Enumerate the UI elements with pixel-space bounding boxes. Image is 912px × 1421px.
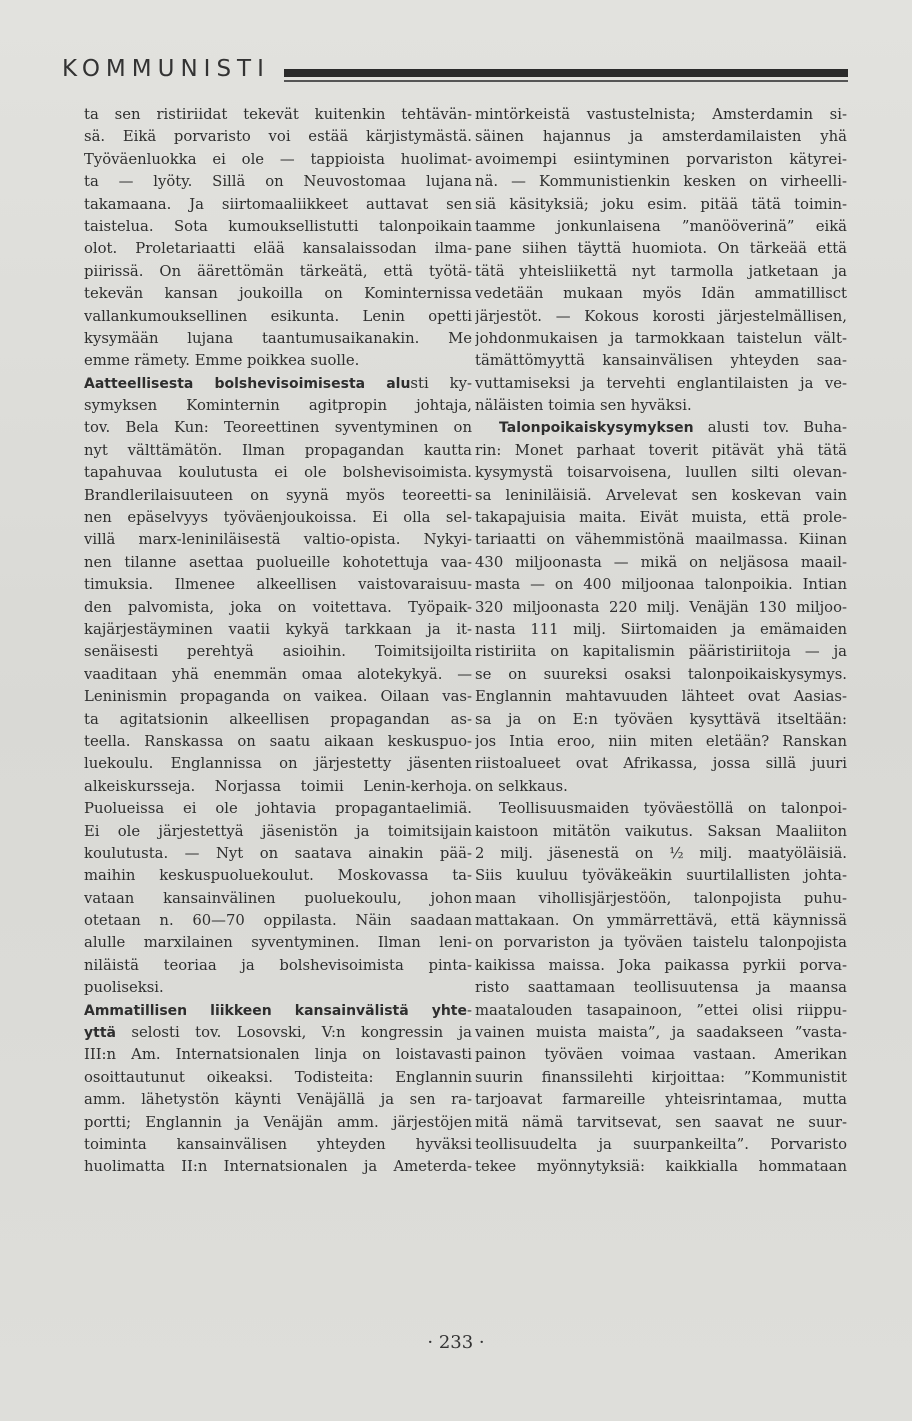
text-line: villä marx-leniniläisestä valtio-opista. Nykyi- bbox=[84, 531, 472, 549]
text-line: kaistoon mitätön vaikutus. Saksan Maaliiton bbox=[475, 822, 847, 840]
text-line: nyt välttämätön. Ilman propagandan kautta bbox=[84, 441, 472, 459]
text-line: Brandlerilaisuuteen on syynä myös teoreetti- bbox=[84, 486, 472, 504]
text-line: olot. Proletariaatti elää kansalaissodan ilma- bbox=[84, 240, 472, 258]
text-line: rin: Monet parhaat toverit pitävät yhä tätä bbox=[475, 441, 847, 459]
text-line: mitä nämä tarvitsevat, sen saavat ne suur- bbox=[475, 1113, 847, 1131]
text-line: sa ja on E:n työväen kysyttävä itseltään: bbox=[475, 710, 847, 728]
journal-title: KOMMUNISTI bbox=[62, 56, 270, 82]
text-line: puoliseksi. bbox=[84, 979, 164, 997]
text-line: 2 milj. jäsenestä on ½ milj. maatyöläisiä. bbox=[475, 844, 847, 862]
text-line: tekee myönnytyksiä: kaikkialla hommataan bbox=[475, 1158, 847, 1176]
text-line: sä. Eikä porvaristo voi estää kärjistymästä. bbox=[84, 128, 472, 146]
text-line: tapahuvaa koulutusta ei ole bolshevisoimista. bbox=[84, 464, 472, 482]
page-number: · 233 · bbox=[427, 1332, 485, 1353]
left-text-column bbox=[84, 104, 472, 1179]
section-heading: yttä bbox=[84, 1025, 116, 1042]
text-line: piirissä. On äärettömän tärkeätä, että työtä- bbox=[84, 262, 472, 280]
section-heading: Aatteellisesta bolshevisoimisesta alu bbox=[84, 375, 411, 392]
text-line: portti; Englannin ja Venäjän amm. järjestöjen bbox=[84, 1113, 472, 1131]
text-line: kysymään lujana taantumusaikanakin. Me bbox=[84, 329, 472, 347]
text-line: siä käsityksiä; joku esim. pitää tätä toimin- bbox=[475, 195, 847, 213]
text-line: takapajuisia maita. Eivät muista, että prole- bbox=[475, 509, 847, 527]
text-line: tätä yhteisliikettä nyt tarmolla jatketaan ja bbox=[475, 262, 847, 280]
right-text-column bbox=[475, 104, 847, 1179]
text-line: mintörkeistä vastustelnista; Amsterdamin si- bbox=[475, 106, 847, 123]
text-line: säinen hajannus ja amsterdamilaisten yhä bbox=[475, 128, 847, 146]
section-heading: Talonpoikaiskysymyksen bbox=[499, 420, 708, 437]
text-line: Teollisuusmaiden työväestöllä on talonpoi- bbox=[499, 800, 847, 818]
text-line: taistelua. Sota kumouksellistutti talonpoikain bbox=[84, 217, 472, 235]
text-line: timuksia. Ilmenee alkeellisen vaistovaraisuu- bbox=[84, 576, 472, 594]
text-line: vallankumouksellinen esikunta. Lenin opetti bbox=[84, 307, 472, 325]
text-line: jos Intia eroo, niin miten eletään? Ranskan bbox=[475, 732, 847, 750]
text-line: painon työväen voimaa vastaan. Amerikan bbox=[475, 1046, 847, 1064]
text-line: Puolueissa ei ole johtavia propagantaelimiä. bbox=[84, 800, 472, 818]
text-line: Englannin mahtavuuden lähteet ovat Aasias- bbox=[475, 688, 847, 706]
text-line: on selkkaus. bbox=[475, 777, 568, 795]
header-rule-thick bbox=[284, 69, 848, 77]
text-line: koulutusta. — Nyt on saatava ainakin pää- bbox=[84, 844, 472, 862]
header-rule-thin bbox=[284, 80, 848, 82]
text-line: 320 miljoonasta 220 milj. Venäjän 130 miljoo- bbox=[475, 598, 847, 616]
text-line: vedetään mukaan myös Idän ammatillisct bbox=[475, 285, 847, 303]
text-line: tov. Bela Kun: Teoreettinen syventyminen on bbox=[84, 419, 472, 437]
text-line: ta agitatsionin alkeellisen propagandan as- bbox=[84, 710, 472, 728]
text-line: teollisuudelta ja suurpankeilta”. Porvaristo bbox=[475, 1135, 847, 1153]
text-line: kajärjestäyminen vaatii kykyä tarkkaan ja it- bbox=[84, 620, 472, 638]
text-line: on porvariston ja työväen taistelu talonpojista bbox=[475, 934, 847, 952]
text-line: Talonpoikaiskysymyksen alusti tov. Buha- bbox=[499, 419, 847, 437]
text-line: yttä selosti tov. Losovski, V:n kongressin ja bbox=[84, 1024, 472, 1042]
text-line: nasta 111 milj. Siirtomaiden ja emämaiden bbox=[475, 620, 847, 638]
text-line: nen tilanne asettaa puolueille kohotettuja vaa- bbox=[84, 553, 472, 571]
text-line: huolimatta II:n Internatsionalen ja Ameterda- bbox=[84, 1158, 472, 1176]
text-line: tekevän kansan joukoilla on Kominternissa bbox=[84, 285, 472, 303]
text-line: takamaana. Ja siirtomaaliikkeet auttavat sen bbox=[84, 195, 472, 213]
text-line: osoittautunut oikeaksi. Todisteita: Englannin bbox=[84, 1068, 472, 1086]
page-header bbox=[62, 52, 848, 88]
text-line: nen epäselvyys työväenjoukoissa. Ei olla sel- bbox=[84, 509, 472, 527]
text-line: teella. Ranskassa on saatu aikaan keskuspuo- bbox=[84, 732, 472, 750]
text-line: 430 miljoonasta — mikä on neljäsosa maail- bbox=[475, 553, 847, 571]
text-line: Leninismin propaganda on vaikea. Oilaan vas- bbox=[84, 688, 472, 706]
text-line: den palvomista, joka on voitettava. Työpaik- bbox=[84, 598, 472, 616]
text-line: ta — lyöty. Sillä on Neuvostomaa lujana bbox=[84, 173, 472, 191]
text-line: johdonmukaisen ja tarmokkaan taistelun vält- bbox=[475, 329, 847, 347]
text-line: sa leniniläisiä. Arvelevat sen koskevan vain bbox=[475, 486, 847, 504]
text-line: otetaan n. 60—70 oppilasta. Näin saadaan bbox=[84, 912, 472, 930]
text-line: tämättömyyttä kansainvälisen yhteyden saa- bbox=[475, 352, 847, 370]
text-line: emme rämety. Emme poikkea suolle. bbox=[84, 352, 360, 370]
text-line: vataan kansainvälinen puoluekoulu, johon bbox=[84, 889, 472, 907]
section-heading: Ammatillisen liikkeen kansainvälistä yhte bbox=[84, 1002, 467, 1019]
text-line: suurin finanssilehti kirjoittaa: ”Kommunistit bbox=[475, 1068, 847, 1086]
text-line: Ammatillisen liikkeen kansainvälistä yhte- bbox=[84, 1001, 472, 1019]
text-line: luekoulu. Englannissa on järjestetty jäsenten bbox=[84, 755, 472, 773]
text-line: Ei ole järjestettyä jäsenistön ja toimitsijain bbox=[84, 822, 472, 840]
text-line: tarjoavat farmareille yhteisrintamaa, mutta bbox=[475, 1091, 847, 1109]
text-line: mattakaan. On ymmärrettävä, että käynnissä bbox=[475, 912, 847, 930]
text-line: pane siihen täyttä huomiota. On tärkeää että bbox=[475, 240, 847, 258]
text-line: näläisten toimia sen hyväksi. bbox=[475, 397, 692, 415]
text-line: symyksen Kominternin agitpropin johtaja, bbox=[84, 397, 472, 415]
text-line: masta — on 400 miljoonaa talonpoikia. Intian bbox=[475, 576, 847, 594]
text-line: Aatteellisesta bolshevisoimisesta alusti ky- bbox=[84, 374, 472, 392]
text-line: maan vihollisjärjestöön, talonpojista puhu- bbox=[475, 889, 847, 907]
text-line: kysymystä toisarvoisena, luullen silti olevan- bbox=[475, 464, 847, 482]
text-line: taamme jonkunlaisena ”manööverinä” eikä bbox=[475, 217, 847, 235]
text-line: toiminta kansainvälisen yhteyden hyväksi bbox=[84, 1135, 472, 1153]
text-line: Siis kuuluu työväkeäkin suurtilallisten johta- bbox=[475, 867, 847, 885]
text-line: vaaditaan yhä enemmän omaa alotekykyä. — bbox=[84, 665, 472, 683]
text-line: vuttamiseksi ja tervehti englantilaisten ja ve- bbox=[475, 374, 847, 392]
text-line: riistoalueet ovat Afrikassa, jossa sillä juuri bbox=[475, 755, 847, 773]
text-line: III:n Am. Internatsionalen linja on loistavasti bbox=[84, 1046, 472, 1064]
text-line: avoimempi esiintyminen porvariston kätyrei- bbox=[475, 150, 847, 168]
text-line: se on suureksi osaksi talonpoikaiskysymys. bbox=[475, 665, 847, 683]
text-line: risto saattamaan teollisuutensa ja maansa bbox=[475, 979, 847, 997]
text-line: tariaatti on vähemmistönä maailmassa. Kiinan bbox=[475, 531, 847, 549]
text-line: kaikissa maissa. Joka paikassa pyrkii porva- bbox=[475, 956, 847, 974]
text-line: alulle marxilainen syventyminen. Ilman leni- bbox=[84, 934, 472, 952]
text-line: nä. — Kommunistienkin kesken on virheelli- bbox=[475, 173, 847, 191]
text-line: vainen muista maista”, ja saadakseen ”vasta- bbox=[475, 1024, 847, 1042]
text-line: alkeiskursseja. Norjassa toimii Lenin-kerhoja. bbox=[84, 777, 472, 795]
text-line: amm. lähetystön käynti Venäjällä ja sen ra- bbox=[84, 1091, 472, 1109]
text-line: maihin keskuspuoluekoulut. Moskovassa ta- bbox=[84, 867, 472, 885]
text-line: maatalouden tasapainoon, ”ettei olisi riippu- bbox=[475, 1001, 847, 1019]
text-line: järjestöt. — Kokous korosti järjestelmällisen, bbox=[475, 307, 847, 325]
text-line: ta sen ristiriidat tekevät kuitenkin tehtävän- bbox=[84, 106, 472, 123]
text-line: Työväenluokka ei ole — tappioista huolimat- bbox=[84, 150, 472, 168]
text-line: senäisesti perehtyä asioihin. Toimitsijoilta bbox=[84, 643, 472, 661]
text-line: niläistä teoriaa ja bolshevisoimista pinta- bbox=[84, 956, 472, 974]
text-line: ristiriita on kapitalismin pääristiriitoja — ja bbox=[475, 643, 847, 661]
